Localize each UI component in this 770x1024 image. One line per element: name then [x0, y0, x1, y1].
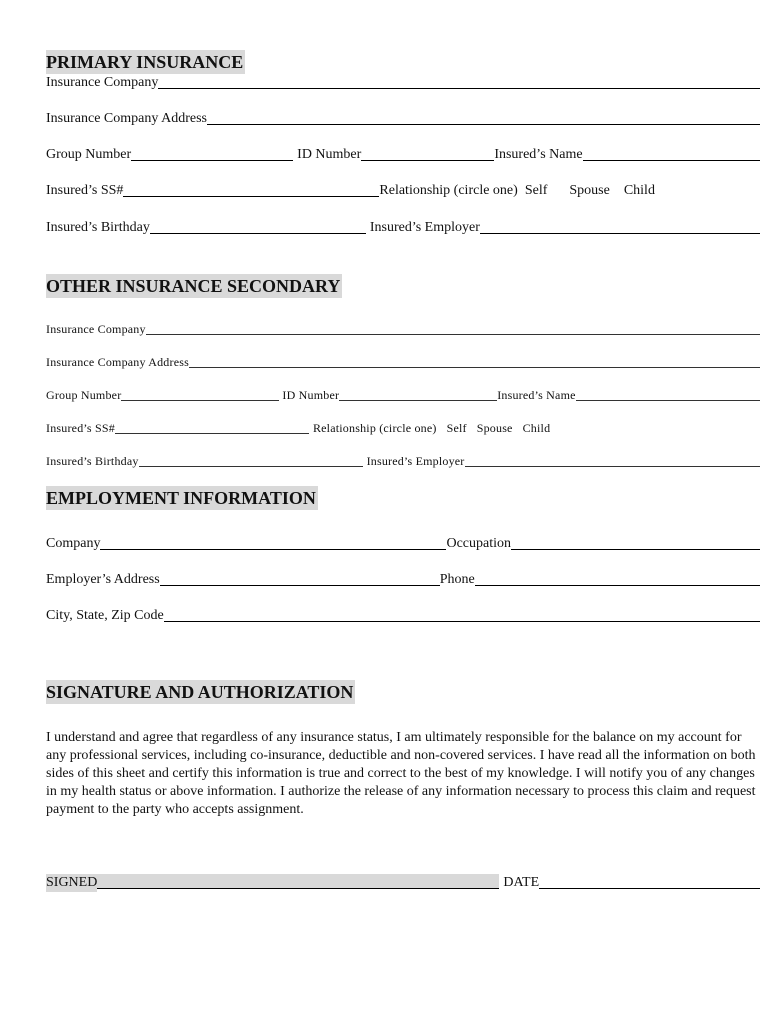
secondary-company-field[interactable] — [146, 323, 760, 335]
secondary-relationship-label: Relationship (circle one) — [312, 421, 437, 435]
primary-birthday-field[interactable] — [150, 219, 366, 234]
primary-group-row — [46, 146, 760, 164]
employment-phone-label: Phone — [439, 572, 475, 587]
authorization-paragraph: I understand and agree that regardless of any insurance status, I am ultimately responsible for the balance on my account for any professional services, including co-insurance, deductible and non-covered services. I have read all the information on both sides of this sheet and certify this information is true and correct to the best of my knowledge. I will notify you of any changes in my health status or above information. I authorize the release of any information necessary to process this claim and request payment to the party who accepts assignment. — [46, 730, 756, 817]
employment-city-field[interactable] — [164, 607, 760, 622]
primary-group-label: Group Number — [46, 147, 132, 162]
primary-company-field[interactable] — [158, 74, 760, 89]
secondary-child-option[interactable]: Child — [522, 421, 551, 435]
secondary-insurance-heading: OTHER INSURANCE SECONDARY — [46, 276, 341, 296]
primary-child-option[interactable]: Child — [623, 183, 655, 198]
secondary-spouse-option[interactable]: Spouse — [476, 421, 513, 435]
primary-employer-field[interactable] — [480, 219, 760, 234]
primary-address-field[interactable] — [207, 110, 760, 125]
primary-ss-field[interactable] — [123, 182, 379, 197]
primary-self-option[interactable]: Self — [524, 183, 548, 198]
secondary-group-label: Group Number — [46, 388, 122, 402]
primary-group-field[interactable] — [131, 146, 293, 161]
employment-phone-field[interactable] — [475, 571, 760, 586]
secondary-ss-row — [46, 419, 760, 437]
primary-address-row — [46, 110, 760, 128]
primary-address-label: Insurance Company Address — [46, 111, 207, 126]
signature-field[interactable] — [97, 874, 499, 889]
primary-employer-label: Insured’s Employer — [369, 220, 480, 235]
employment-address-label: Employer’s Address — [46, 572, 160, 587]
primary-id-label: ID Number — [297, 147, 362, 162]
primary-insured-name-field[interactable] — [583, 146, 760, 161]
primary-birthday-row — [46, 219, 760, 237]
employment-address-row — [46, 571, 760, 589]
secondary-ss-field[interactable] — [115, 422, 309, 434]
primary-ss-label: Insured’s SS# — [46, 183, 124, 198]
secondary-group-row — [46, 386, 760, 404]
employment-occupation-label: Occupation — [446, 536, 511, 551]
secondary-employer-field[interactable] — [465, 455, 760, 467]
secondary-insured-name-label: Insured’s Name — [497, 388, 576, 402]
secondary-ss-label: Insured’s SS# — [46, 421, 115, 435]
secondary-group-field[interactable] — [121, 389, 279, 401]
employment-occupation-field[interactable] — [511, 535, 760, 550]
secondary-birthday-field[interactable] — [139, 455, 363, 467]
secondary-address-field[interactable] — [189, 356, 760, 368]
signature-heading: SIGNATURE AND AUTHORIZATION — [46, 682, 354, 702]
secondary-self-option[interactable]: Self — [446, 421, 467, 435]
employment-city-label: City, State, Zip Code — [46, 608, 164, 623]
primary-spouse-option[interactable]: Spouse — [569, 183, 610, 198]
primary-insured-name-label: Insured’s Name — [494, 147, 583, 162]
date-label: DATE — [503, 875, 540, 890]
secondary-company-label: Insurance Company — [46, 322, 146, 336]
secondary-id-field[interactable] — [339, 389, 497, 401]
primary-id-field[interactable] — [361, 146, 494, 161]
secondary-insured-name-field[interactable] — [576, 389, 760, 401]
signature-row — [46, 874, 760, 892]
secondary-birthday-row — [46, 452, 760, 470]
employment-company-label: Company — [46, 536, 101, 551]
primary-relationship-label: Relationship (circle one) — [379, 183, 518, 198]
secondary-company-row — [46, 320, 760, 338]
secondary-employer-label: Insured’s Employer — [366, 454, 465, 468]
primary-company-row — [46, 74, 760, 92]
signed-label: SIGNED — [46, 875, 98, 890]
secondary-address-row — [46, 353, 760, 371]
secondary-address-label: Insurance Company Address — [46, 355, 189, 369]
primary-insurance-heading: PRIMARY INSURANCE — [46, 52, 244, 72]
secondary-id-label: ID Number — [282, 388, 340, 402]
primary-ss-row — [46, 182, 760, 200]
employment-heading: EMPLOYMENT INFORMATION — [46, 488, 316, 508]
date-field[interactable] — [539, 874, 760, 889]
primary-birthday-label: Insured’s Birthday — [46, 220, 150, 235]
employment-city-row — [46, 607, 760, 625]
employment-company-row — [46, 535, 760, 553]
employment-address-field[interactable] — [160, 571, 440, 586]
employment-company-field[interactable] — [100, 535, 446, 550]
primary-company-label: Insurance Company — [46, 75, 159, 90]
secondary-birthday-label: Insured’s Birthday — [46, 454, 139, 468]
